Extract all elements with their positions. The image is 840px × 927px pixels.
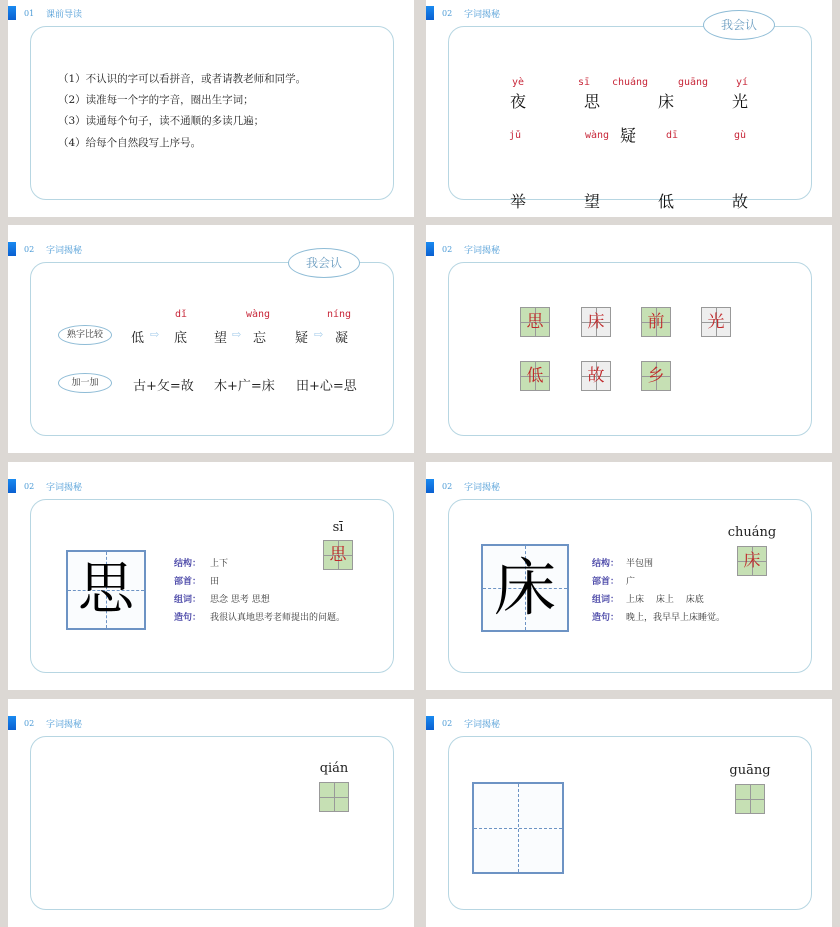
slide-header bbox=[426, 6, 500, 20]
field-label: 部首： bbox=[592, 577, 620, 587]
field-label: 结构： bbox=[592, 559, 620, 569]
cloud-badge: 我会认 bbox=[288, 248, 360, 278]
character: 望 bbox=[583, 192, 601, 211]
section-title: 字词揭秘 bbox=[46, 719, 83, 730]
section-title: 字词揭秘 bbox=[46, 482, 83, 493]
field-value: 上下 bbox=[210, 559, 229, 569]
char-card: 乡 bbox=[641, 361, 671, 391]
header-bar-icon bbox=[8, 242, 16, 256]
compare-label: 熟字比较 bbox=[58, 325, 112, 345]
field-value: 思念 思考 思想 bbox=[210, 595, 270, 605]
pinyin: níng bbox=[326, 309, 352, 320]
section-title: 字词揭秘 bbox=[464, 482, 501, 493]
equation: 古+攵=故 bbox=[133, 379, 194, 394]
cloud-badge: 我会认 bbox=[703, 10, 775, 40]
field-label: 组词： bbox=[592, 595, 620, 605]
character: 凝 bbox=[335, 331, 349, 346]
header-bar-icon bbox=[426, 716, 434, 730]
slide-thumbnail-7[interactable] bbox=[8, 699, 414, 927]
header-bar-icon bbox=[426, 242, 434, 256]
char-card: 前 bbox=[641, 307, 671, 337]
pinyin: yè bbox=[511, 77, 525, 88]
character: 忘 bbox=[253, 331, 267, 346]
content-box bbox=[30, 262, 394, 436]
field-value: 半包围 bbox=[626, 559, 654, 569]
character: 低 bbox=[131, 331, 145, 346]
slide-thumbnail-4[interactable] bbox=[426, 225, 832, 453]
character: 故 bbox=[731, 192, 749, 211]
section-title: 字词揭秘 bbox=[464, 9, 501, 20]
add-label: 加一加 bbox=[58, 373, 112, 393]
char-card: 床 bbox=[737, 546, 767, 576]
instruction-line: （1）不认识的字可以看拼音，或者请教老师和同学。 bbox=[58, 73, 307, 85]
pinyin: chuáng bbox=[727, 525, 777, 540]
character: 疑 bbox=[295, 331, 309, 346]
slide-header bbox=[426, 479, 500, 493]
char-card bbox=[735, 784, 765, 814]
slide-thumbnail-3[interactable] bbox=[8, 225, 414, 453]
pinyin: guāng bbox=[677, 77, 709, 88]
section-title: 字词揭秘 bbox=[46, 245, 83, 256]
slide-thumbnail-8[interactable] bbox=[426, 699, 832, 927]
section-number: 02 bbox=[442, 244, 453, 254]
pinyin: jǔ bbox=[508, 130, 522, 141]
pinyin: qián bbox=[319, 761, 349, 776]
arrow-right-icon: ⇨ bbox=[232, 328, 242, 341]
pinyin: wàng bbox=[584, 130, 610, 141]
field-value: 晚上，我早早上床睡觉。 bbox=[626, 613, 726, 623]
equation: 木+广=床 bbox=[214, 379, 275, 394]
character: 疑 bbox=[619, 126, 637, 145]
character: 床 bbox=[657, 92, 675, 111]
pinyin: yí bbox=[735, 77, 749, 88]
slide-header bbox=[8, 6, 82, 20]
char-card: 低 bbox=[520, 361, 550, 391]
instruction-line: （2）读准每一个字的字音，圈出生字词； bbox=[58, 94, 254, 106]
equation: 田+心=思 bbox=[296, 379, 357, 394]
section-number: 02 bbox=[442, 481, 453, 491]
field-value: 田 bbox=[210, 577, 220, 587]
slide-thumbnail-5[interactable] bbox=[8, 462, 414, 690]
slide-header bbox=[8, 479, 82, 493]
section-number: 01 bbox=[24, 8, 35, 18]
pinyin: sī bbox=[577, 77, 591, 88]
section-title: 字词揭秘 bbox=[464, 719, 501, 730]
character: 望 bbox=[214, 331, 228, 346]
header-bar-icon bbox=[8, 6, 16, 20]
char-card: 思 bbox=[323, 540, 353, 570]
slide-thumbnail-1[interactable] bbox=[8, 0, 414, 217]
pinyin: gù bbox=[733, 130, 747, 141]
field-label: 部首： bbox=[174, 577, 202, 587]
arrow-right-icon: ⇨ bbox=[314, 328, 324, 341]
char-card: 床 bbox=[581, 307, 611, 337]
header-bar-icon bbox=[426, 6, 434, 20]
char-card bbox=[319, 782, 349, 812]
character: 低 bbox=[657, 192, 675, 211]
character: 举 bbox=[509, 192, 527, 211]
section-number: 02 bbox=[24, 244, 35, 254]
char-card: 光 bbox=[701, 307, 731, 337]
large-character-grid: 思 bbox=[66, 550, 146, 630]
slide-header bbox=[8, 242, 82, 256]
pinyin: guāng bbox=[729, 763, 771, 778]
content-box bbox=[448, 26, 812, 200]
pinyin: dī bbox=[665, 130, 679, 141]
field-value: 上床 床上 床底 bbox=[626, 595, 704, 605]
field-label: 造句： bbox=[174, 613, 202, 623]
pinyin: dǐ bbox=[174, 309, 188, 320]
section-number: 02 bbox=[24, 718, 35, 728]
character: 底 bbox=[174, 331, 188, 346]
header-bar-icon bbox=[8, 479, 16, 493]
char-card: 思 bbox=[520, 307, 550, 337]
pinyin: wàng bbox=[245, 309, 271, 320]
slide-header bbox=[8, 716, 82, 730]
slide-thumbnail-6[interactable] bbox=[426, 462, 832, 690]
header-bar-icon bbox=[8, 716, 16, 730]
instruction-line: （4）给每个自然段写上序号。 bbox=[58, 137, 202, 149]
large-character-grid bbox=[472, 782, 564, 874]
section-number: 02 bbox=[442, 718, 453, 728]
slide-header bbox=[426, 242, 500, 256]
section-title: 课前导读 bbox=[46, 9, 83, 20]
instruction-line: （3）读通每个句子，读不通顺的多读几遍； bbox=[58, 115, 265, 127]
field-value: 我很认真地思考老师提出的问题。 bbox=[210, 613, 346, 623]
slide-thumbnail-2[interactable] bbox=[426, 0, 832, 217]
pinyin: sī bbox=[332, 520, 344, 535]
large-character-grid: 床 bbox=[481, 544, 569, 632]
section-number: 02 bbox=[442, 8, 453, 18]
field-label: 结构： bbox=[174, 559, 202, 569]
field-label: 组词： bbox=[174, 595, 202, 605]
arrow-right-icon: ⇨ bbox=[150, 328, 160, 341]
section-number: 02 bbox=[24, 481, 35, 491]
header-bar-icon bbox=[426, 479, 434, 493]
content-box bbox=[448, 262, 812, 436]
field-value: 广 bbox=[626, 577, 636, 587]
character: 夜 bbox=[509, 92, 527, 111]
field-label: 造句： bbox=[592, 613, 620, 623]
pinyin: chuáng bbox=[611, 77, 649, 88]
character: 光 bbox=[731, 92, 749, 111]
char-card: 故 bbox=[581, 361, 611, 391]
character: 思 bbox=[583, 92, 601, 111]
section-title: 字词揭秘 bbox=[464, 245, 501, 256]
slide-header bbox=[426, 716, 500, 730]
